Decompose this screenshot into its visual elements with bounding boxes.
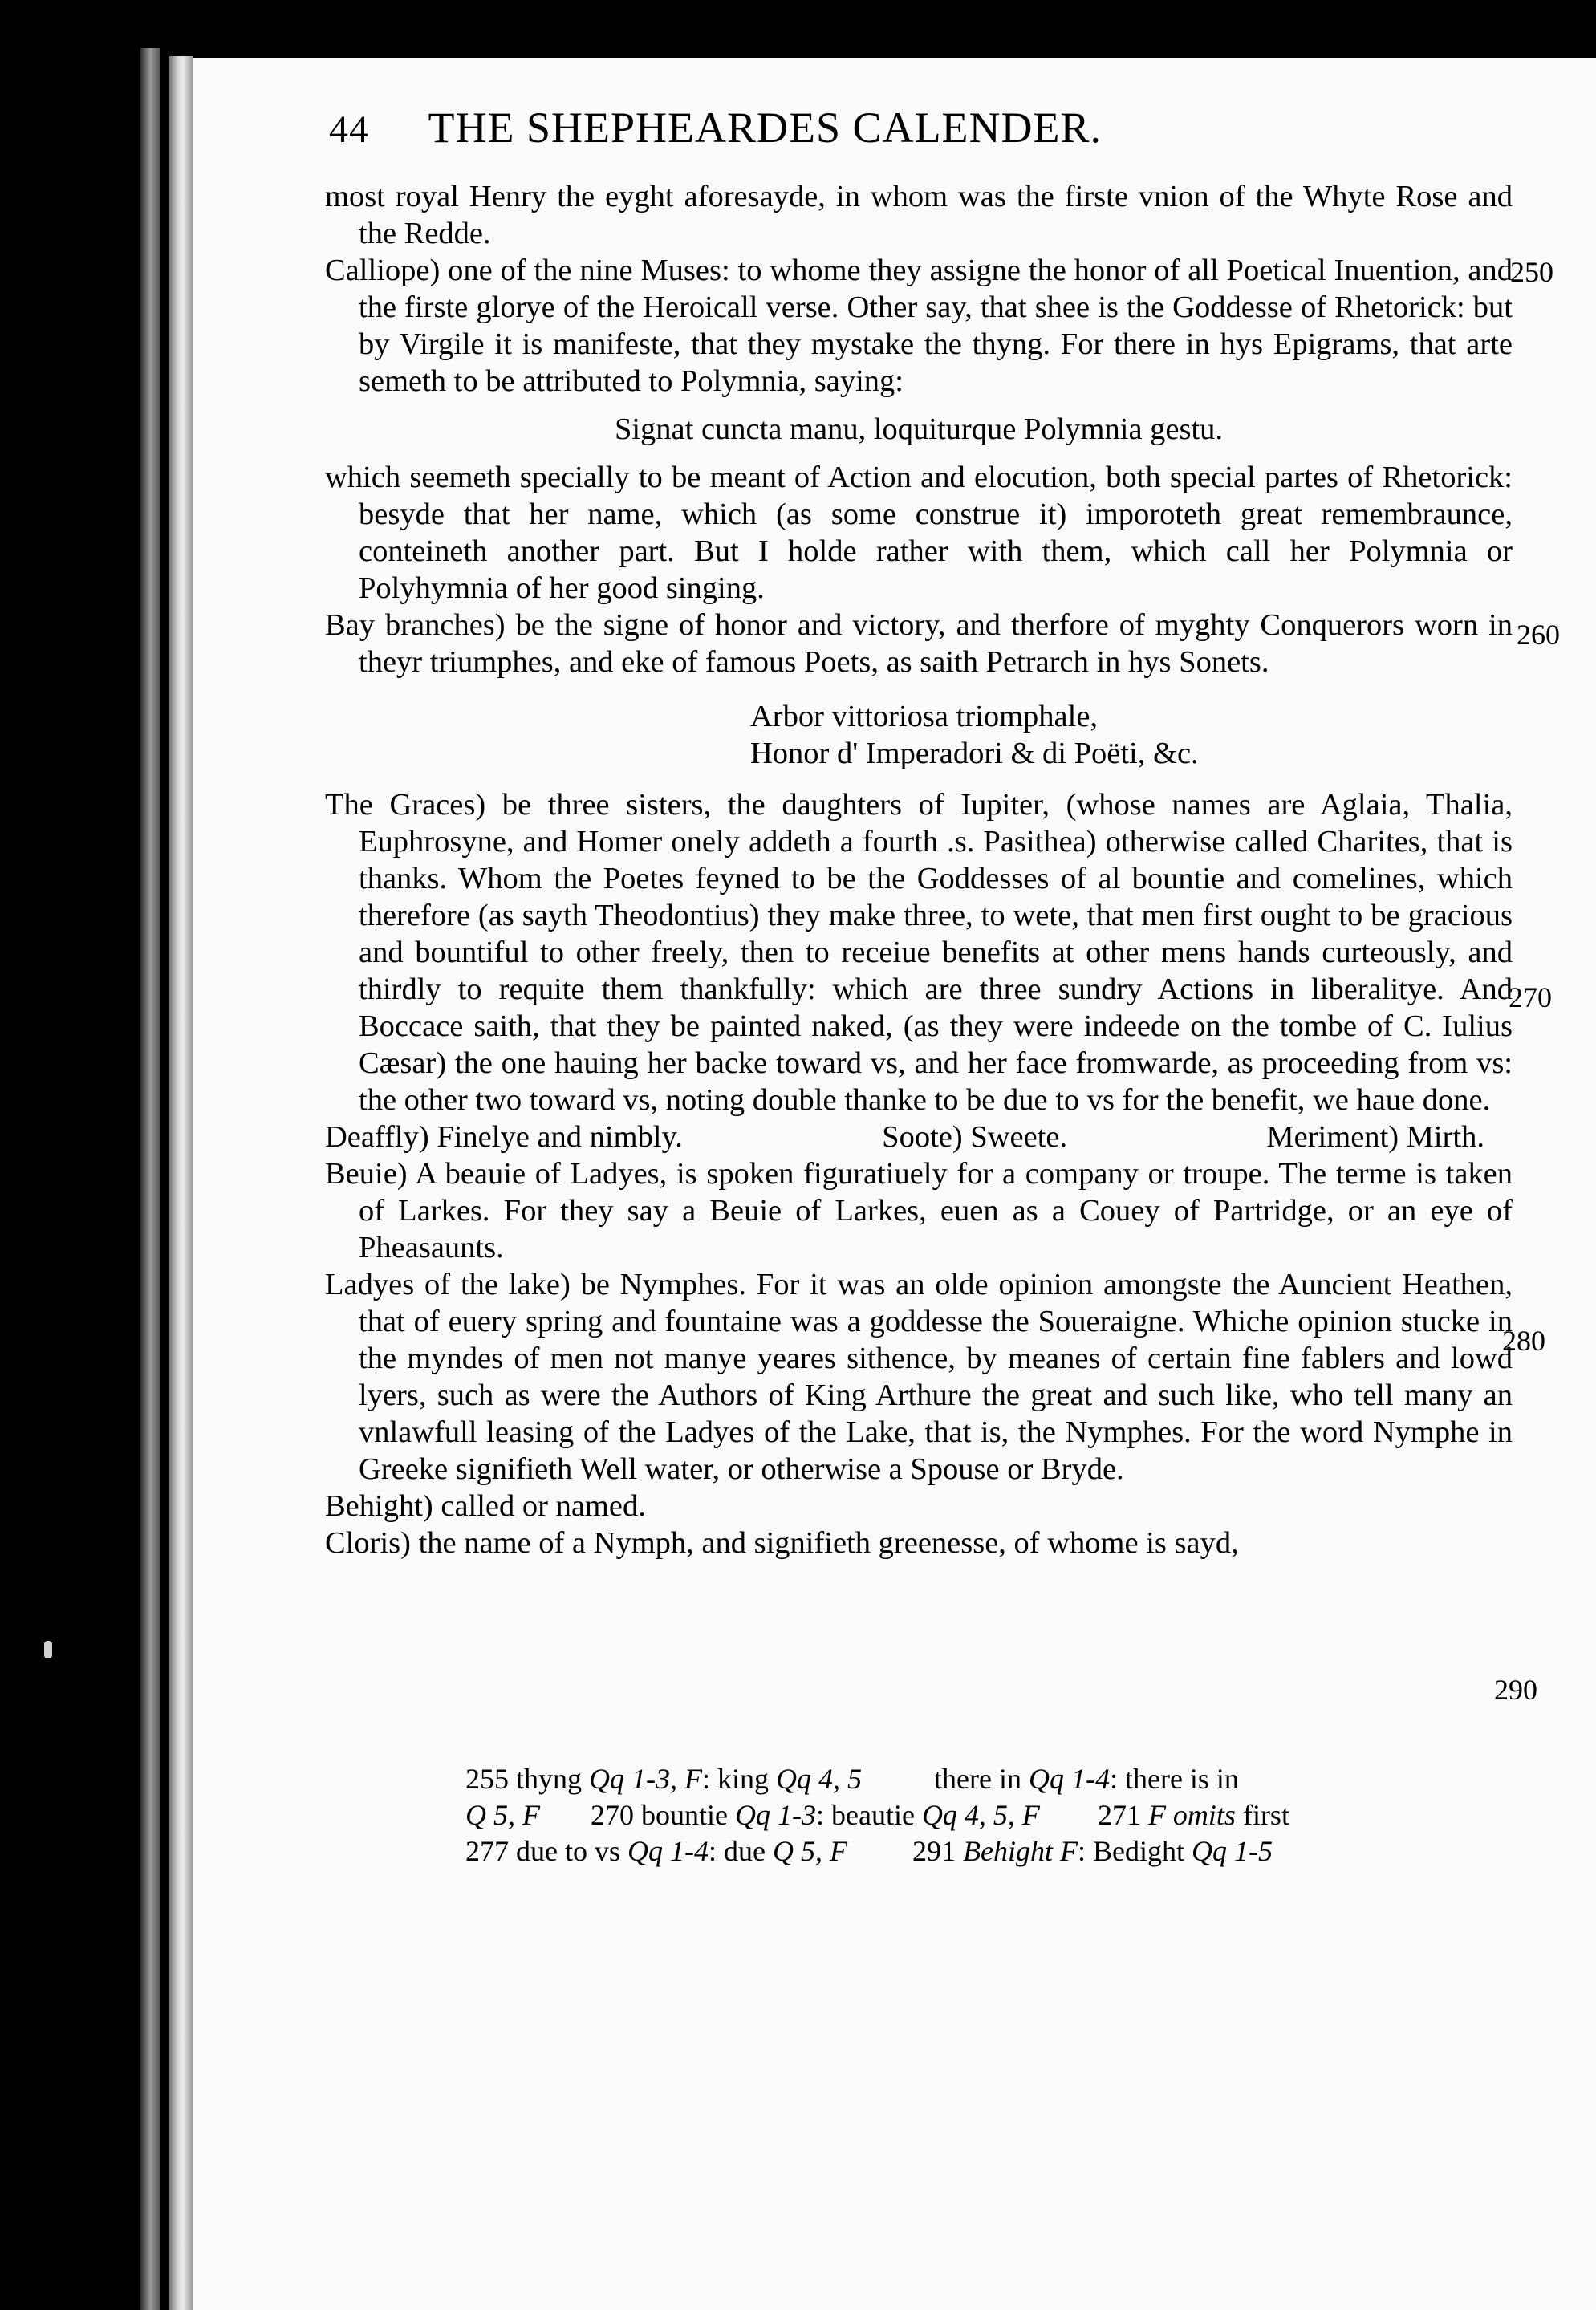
gloss-paragraph: most royal Henry the eyght aforesayde, in whom was the firste vnion of the Whyte Rose and the Redde. (325, 180, 1513, 250)
gloss-paragraph: The Graces) be three sisters, the daughters of Iupiter, (whose names are Aglaia, Thalia, Euphrosyne, and Homer onely addeth a fourth .s. Pasithea) otherwise called Charites, that is thanks. Whom the Poetes feyned to be the Goddesses of al bountie and comelines, which therefore (as sayth Theodontius) they make three, to wete, that men first ought to be gracious and bountiful to other freely, then to receiue benefits at other mens hands curteously, and thirdly to requite them thankfully: which are three sundry Actions in liberalitye. And Boccace saith, that they be painted naked, (as they were indeede on the tombe of C. Iulius Cæsar) the one hauing her backe toward vs, and her face fromwarde, as proceeding from vs: the other two toward vs, noting double thanke to be due to vs for the benefit, we haue done. (325, 788, 1513, 1117)
line-number: 270 (1509, 981, 1552, 1013)
note-line: 255 thyng Qq 1-3, F: king Qq 4, 5 there in Qq 1-4: there is in (465, 1763, 1239, 1795)
line-number: 250 (1510, 256, 1553, 288)
gloss-paragraph: Cloris) the name of a Nymph, and signifieth greenesse, of whome is sayd, (325, 1526, 1239, 1560)
gloss-paragraph: Calliope) one of the nine Muses: to whome they assigne the honor of all Poetical Inuention, and the firste glorye of the Heroicall verse. Other say, that shee is the Goddesse of Rhetorick: but by Virgile it is manifeste, that they mystake the thyng. For there in hys Epigrams, that arte semeth to be attributed to Polymnia, saying: (325, 254, 1513, 398)
gloss-row (325, 1118, 1513, 1155)
gloss-entry: Deaffly) Finelye and nimbly. (325, 1120, 683, 1154)
gloss-paragraph: Bay branches) be the signe of honor and victory, and therfore of myghty Conquerors worn in theyr triumphes, and eke of famous Poets, as saith Petrarch in hys Sonets. (325, 608, 1513, 679)
book-title: THE SHEPHEARDES CALENDER. (428, 104, 1103, 152)
page-number: 44 (329, 108, 369, 151)
running-head (329, 103, 1102, 152)
gloss-entry: Meriment) Mirth. (1266, 1120, 1484, 1154)
quotation-line: Arbor vittoriosa triomphale, (750, 700, 1099, 733)
gloss-paragraph: which seemeth specially to be meant of Action and elocution, both special partes of Rhetorick: besyde that her name, which (as some construe it) imporoteth great remembraunce, conteineth another part. But I holde rather with them, which call her Polymnia or Polyhymnia of her good singing. (325, 461, 1513, 605)
gloss-entry: Soote) Sweete. (882, 1120, 1068, 1154)
note-line: 277 due to vs Qq 1-4: due Q 5, F 291 Behight F: Bedight Qq 1-5 (465, 1835, 1273, 1867)
quotation: Signat cuncta manu, loquiturque Polymnia gestu. (614, 412, 1224, 446)
quotation-line: Honor d' Imperadori & di Poëti, &c. (750, 737, 1199, 770)
gloss-paragraph: Behight) called or named. (325, 1489, 646, 1523)
book-edge-light (169, 56, 193, 2310)
gloss-paragraph: Ladyes of the lake) be Nymphes. For it was an olde opinion amongste the Auncient Heathen, that of euery spring and fountaine was a goddesse the Soueraigne. Whiche opinion stucke in the myndes of men not manye yeares sithence, by meanes of certain fine fablers and lowd lyers, such as were the Authors of King Arthure the great and such like, who tell many an vnlawfull leasing of the Ladyes of the Lake, that is, the Nymphes. For the word Nymphe in Greeke signifieth Well water, or otherwise a Spouse or Bryde. (325, 1268, 1513, 1486)
line-number: 280 (1502, 1325, 1545, 1357)
line-number: 290 (1494, 1674, 1537, 1706)
book-edge-dark (140, 48, 160, 2310)
commentary-text (325, 178, 1513, 1561)
line-number: 260 (1517, 619, 1560, 651)
note-line: Q 5, F 270 bountie Qq 1-3: beautie Qq 4, 5, F 271 F omits first (465, 1799, 1289, 1831)
scan-artifact (44, 1641, 52, 1658)
quotation (750, 698, 1513, 772)
gloss-paragraph: Beuie) A beauie of Ladyes, is spoken figuratiuely for a company or troupe. The terme is taken of Larkes. For they say a Beuie of Larkes, euen as a Couey of Partridge, or an eye of Pheasaunts. (325, 1157, 1513, 1265)
textual-notes (465, 1761, 1484, 1870)
